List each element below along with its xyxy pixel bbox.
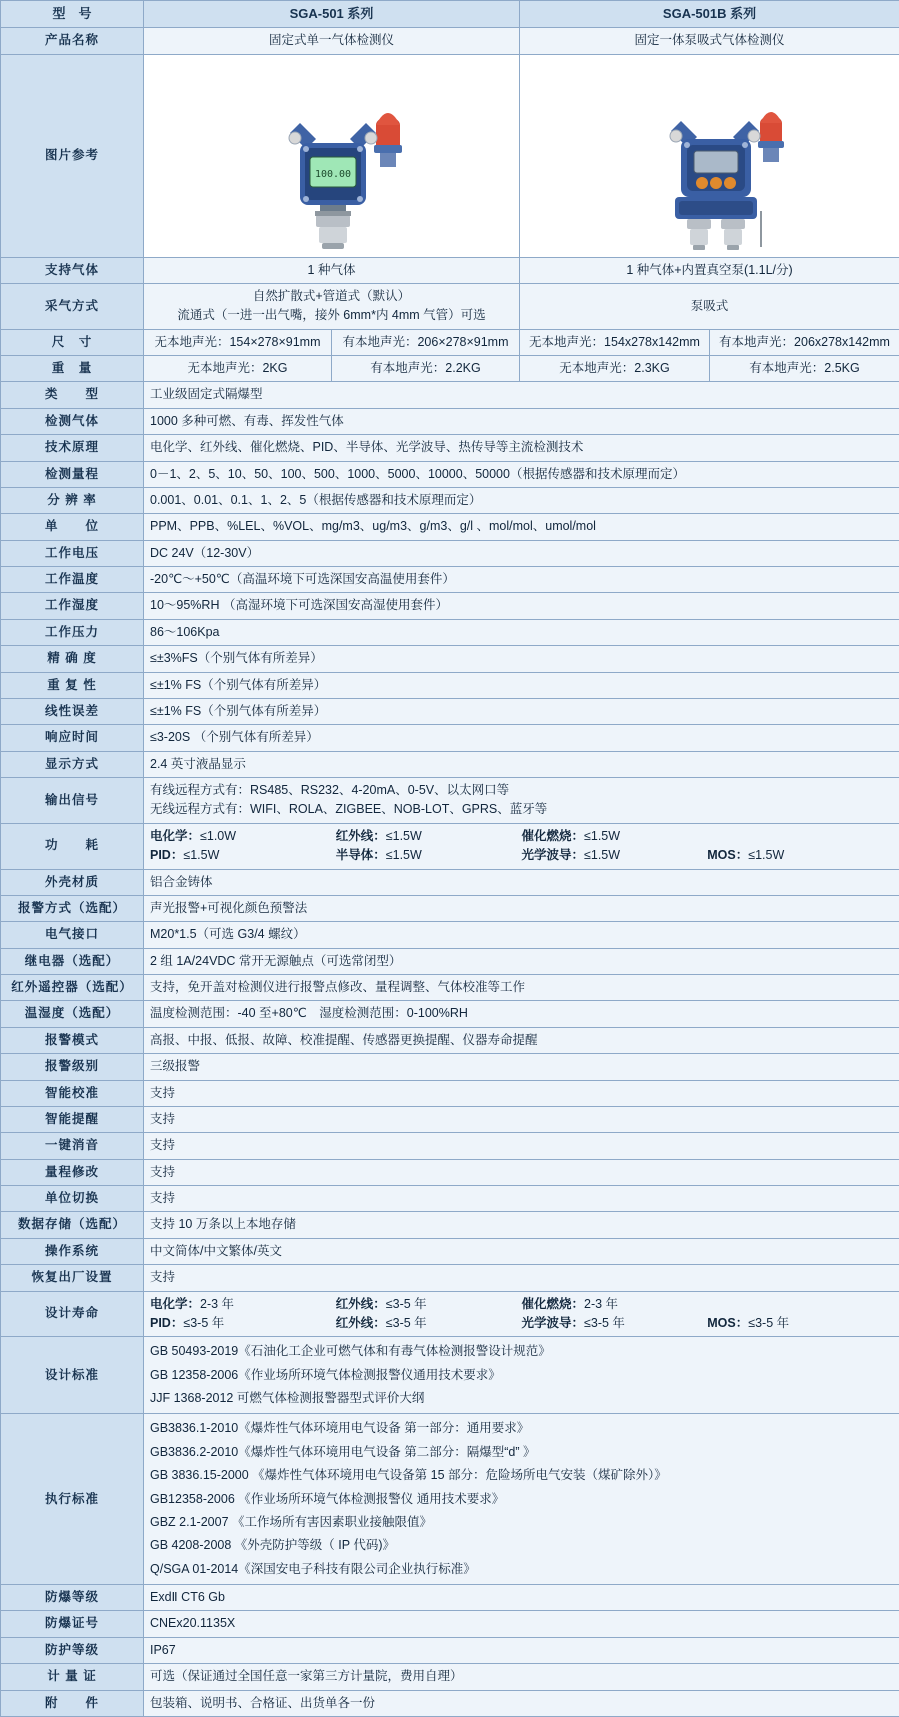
gas-detector-illustration-a bbox=[202, 61, 462, 251]
life-line-1 bbox=[150, 1295, 893, 1314]
life-key-7: MOS： bbox=[707, 1316, 748, 1330]
exec-std-item-5: GB 4208-2008 《外壳防护等级（ IP 代码)》 bbox=[150, 1534, 893, 1557]
value-temp-humidity-option: 温度检测范围：-40 至+80℃ 湿度检测范围：0-100%RH bbox=[144, 1001, 899, 1027]
row-electric-port bbox=[1, 922, 899, 948]
power-val-0: ≤1.0W bbox=[200, 829, 236, 843]
value-ir-remote: 支持，免开盖对检测仪进行报警点修改、量程调整、气体校准等工作 bbox=[144, 975, 899, 1001]
label-temp-humidity-option: 温湿度（选配） bbox=[1, 1001, 144, 1027]
row-factory-reset bbox=[1, 1265, 899, 1291]
life-key-4: PID： bbox=[150, 1316, 183, 1330]
row-image-reference bbox=[1, 54, 899, 257]
value-alarm-way: 声光报警+可视化颜色预警法 bbox=[144, 895, 899, 921]
life-key-1: 红外线： bbox=[336, 1297, 386, 1311]
value-size-b1: 无本地声光：154x278x142mm bbox=[520, 329, 710, 355]
value-work-humidity: 10～95%RH （高湿环境下可选深国安高湿使用套件） bbox=[144, 593, 899, 619]
product-image-sga501b bbox=[520, 54, 899, 257]
value-sampling-b: 泵吸式 bbox=[520, 283, 899, 329]
product-image-sga501 bbox=[144, 54, 520, 257]
row-response-time bbox=[1, 725, 899, 751]
value-work-pressure: 86～106Kpa bbox=[144, 619, 899, 645]
power-val-4: ≤1.5W bbox=[183, 848, 219, 862]
label-output-signal: 输出信号 bbox=[1, 778, 144, 824]
power-val-5: ≤1.5W bbox=[386, 848, 422, 862]
power-item-2 bbox=[522, 827, 708, 846]
row-voltage bbox=[1, 540, 899, 566]
value-relay: 2 组 1A/24VDC 常开无源触点（可选常闭型） bbox=[144, 948, 899, 974]
label-product-name: 产品名称 bbox=[1, 28, 144, 54]
life-item-1 bbox=[336, 1295, 522, 1314]
value-factory-reset: 支持 bbox=[144, 1265, 899, 1291]
row-alarm-level bbox=[1, 1054, 899, 1080]
power-item-6 bbox=[522, 846, 708, 865]
label-ip-level: 防护等级 bbox=[1, 1637, 144, 1663]
row-alarm-mode bbox=[1, 1027, 899, 1053]
life-item-2 bbox=[522, 1295, 708, 1314]
power-val-7: ≤1.5W bbox=[748, 848, 784, 862]
life-key-2: 催化燃烧： bbox=[522, 1297, 585, 1311]
row-temp-humidity-option bbox=[1, 1001, 899, 1027]
label-alarm-mode: 报警模式 bbox=[1, 1027, 144, 1053]
row-power bbox=[1, 823, 899, 869]
power-item-0 bbox=[150, 827, 336, 846]
life-key-5: 红外线： bbox=[336, 1316, 386, 1330]
row-product-name bbox=[1, 28, 899, 54]
table-header-row bbox=[1, 1, 899, 28]
life-item-3 bbox=[707, 1295, 893, 1314]
power-val-1: ≤1.5W bbox=[386, 829, 422, 843]
value-product-name-b: 固定一体泵吸式气体检测仪 bbox=[520, 28, 899, 54]
power-val-6: ≤1.5W bbox=[584, 848, 620, 862]
value-detect-gas: 1000 多种可燃、有毒、挥发性气体 bbox=[144, 408, 899, 434]
label-power: 功 耗 bbox=[1, 823, 144, 869]
row-metrology-cert bbox=[1, 1664, 899, 1690]
label-data-storage: 数据存储（选配） bbox=[1, 1212, 144, 1238]
label-voltage: 工作电压 bbox=[1, 540, 144, 566]
row-type bbox=[1, 382, 899, 408]
power-key-2: 催化燃烧： bbox=[522, 829, 585, 843]
label-accessory: 附 件 bbox=[1, 1690, 144, 1716]
design-std-item-0: GB 50493-2019《石油化工企业可燃气体和有毒气体检测报警设计规范》 bbox=[150, 1340, 893, 1363]
row-ip-level bbox=[1, 1637, 899, 1663]
value-range-edit: 支持 bbox=[144, 1159, 899, 1185]
exec-std-item-4: GBZ 2.1-2007 《工作场所有害因素职业接触限值》 bbox=[150, 1511, 893, 1534]
label-design-life: 设计寿命 bbox=[1, 1291, 144, 1337]
row-detect-gas bbox=[1, 408, 899, 434]
row-ex-certificate bbox=[1, 1611, 899, 1637]
power-key-0: 电化学： bbox=[150, 829, 200, 843]
life-val-6: ≤3-5 年 bbox=[584, 1316, 625, 1330]
exec-std-item-1: GB3836.2-2010《爆炸性气体环境用电气设备 第二部分：隔爆型“d” 》 bbox=[150, 1441, 893, 1464]
header-model-sga501: SGA-501 系列 bbox=[144, 1, 520, 28]
label-unit-switch: 单位切换 bbox=[1, 1186, 144, 1212]
label-smart-calibration: 智能校准 bbox=[1, 1080, 144, 1106]
value-one-key-mute: 支持 bbox=[144, 1133, 899, 1159]
row-size bbox=[1, 329, 899, 355]
label-ex-level: 防爆等级 bbox=[1, 1585, 144, 1611]
label-display: 显示方式 bbox=[1, 751, 144, 777]
row-shell-material bbox=[1, 869, 899, 895]
label-shell-material: 外壳材质 bbox=[1, 869, 144, 895]
label-smart-reminder: 智能提醒 bbox=[1, 1106, 144, 1132]
value-resolution: 0.001、0.01、0.1、1、2、5（根据传感器和技术原理而定） bbox=[144, 487, 899, 513]
design-std-item-1: GB 12358-2006《作业场所环境气体检测报警仪通用技术要求》 bbox=[150, 1364, 893, 1387]
label-type: 类 型 bbox=[1, 382, 144, 408]
svg-text:100.00: 100.00 bbox=[314, 169, 350, 180]
power-key-6: 光学波导： bbox=[522, 848, 585, 862]
label-image-reference: 图片参考 bbox=[1, 54, 144, 257]
row-smart-reminder bbox=[1, 1106, 899, 1132]
label-detect-gas: 检测气体 bbox=[1, 408, 144, 434]
value-sampling-a-line2: 流通式（一进一出气嘴，接外 6mm*内 4mm 气管）可选 bbox=[150, 306, 513, 325]
row-design-standard bbox=[1, 1337, 899, 1414]
life-item-5 bbox=[336, 1314, 522, 1333]
value-principle: 电化学、红外线、催化燃烧、PID、半导体、光学波导、热传导等主流检测技术 bbox=[144, 435, 899, 461]
label-metrology-cert: 计 量 证 bbox=[1, 1664, 144, 1690]
power-item-5 bbox=[336, 846, 522, 865]
row-relay bbox=[1, 948, 899, 974]
value-design-standard bbox=[144, 1337, 899, 1414]
row-range-edit bbox=[1, 1159, 899, 1185]
label-ir-remote: 红外遥控器（选配） bbox=[1, 975, 144, 1001]
row-unit-switch bbox=[1, 1186, 899, 1212]
exec-std-item-2: GB 3836.15-2000 《爆炸性气体环境用电气设备第 15 部分：危险场所电气安装（煤矿除外）》 bbox=[150, 1464, 893, 1487]
value-display: 2.4 英寸液晶显示 bbox=[144, 751, 899, 777]
label-repeatability: 重 复 性 bbox=[1, 672, 144, 698]
label-relay: 继电器（选配） bbox=[1, 948, 144, 974]
value-ex-level: ExdⅡ CT6 Gb bbox=[144, 1585, 899, 1611]
life-item-0 bbox=[150, 1295, 336, 1314]
row-resolution bbox=[1, 487, 899, 513]
row-one-key-mute bbox=[1, 1133, 899, 1159]
value-product-name-a: 固定式单一气体检测仪 bbox=[144, 28, 520, 54]
value-support-gas-b: 1 种气体+内置真空泵(1.1L/分) bbox=[520, 257, 899, 283]
row-operating-system bbox=[1, 1238, 899, 1264]
value-size-a2: 有本地声光：206×278×91mm bbox=[332, 329, 520, 355]
life-item-6 bbox=[522, 1314, 708, 1333]
row-output-signal bbox=[1, 778, 899, 824]
value-alarm-level: 三级报警 bbox=[144, 1054, 899, 1080]
life-val-7: ≤3-5 年 bbox=[748, 1316, 789, 1330]
label-exec-standard: 执行标准 bbox=[1, 1414, 144, 1585]
value-type: 工业级固定式隔爆型 bbox=[144, 382, 899, 408]
value-metrology-cert: 可选（保证通过全国任意一家第三方计量院，费用自理） bbox=[144, 1664, 899, 1690]
row-ex-level bbox=[1, 1585, 899, 1611]
value-weight-b2: 有本地声光：2.5KG bbox=[710, 356, 899, 382]
life-key-6: 光学波导： bbox=[522, 1316, 585, 1330]
row-repeatability bbox=[1, 672, 899, 698]
life-key-0: 电化学： bbox=[150, 1297, 200, 1311]
label-sampling-method: 采气方式 bbox=[1, 283, 144, 329]
label-work-pressure: 工作压力 bbox=[1, 619, 144, 645]
life-val-0: 2-3 年 bbox=[200, 1297, 234, 1311]
value-smart-reminder: 支持 bbox=[144, 1106, 899, 1132]
label-work-humidity: 工作湿度 bbox=[1, 593, 144, 619]
value-work-temp: -20℃～+50℃（高温环境下可选深国安高温使用套件） bbox=[144, 567, 899, 593]
life-val-4: ≤3-5 年 bbox=[183, 1316, 224, 1330]
value-output-wired: 有线远程方式有：RS485、RS232、4-20mA、0-5V、以太网口等 bbox=[150, 781, 893, 800]
value-weight-a2: 有本地声光：2.2KG bbox=[332, 356, 520, 382]
label-size: 尺 寸 bbox=[1, 329, 144, 355]
row-work-temp bbox=[1, 567, 899, 593]
value-size-a1: 无本地声光：154×278×91mm bbox=[144, 329, 332, 355]
design-std-item-2: JJF 1368-2012 可燃气体检测报警器型式评价大纲 bbox=[150, 1387, 893, 1410]
exec-std-item-0: GB3836.1-2010《爆炸性气体环境用电气设备 第一部分：通用要求》 bbox=[150, 1417, 893, 1440]
value-data-storage: 支持 10 万条以上本地存储 bbox=[144, 1212, 899, 1238]
power-item-1 bbox=[336, 827, 522, 846]
value-unit: PPM、PPB、%LEL、%VOL、mg/m3、ug/m3、g/m3、g/l 、mol/mol、umol/mol bbox=[144, 514, 899, 540]
header-model-label: 型 号 bbox=[1, 1, 144, 28]
value-exec-standard bbox=[144, 1414, 899, 1585]
row-weight bbox=[1, 356, 899, 382]
label-range: 检测量程 bbox=[1, 461, 144, 487]
value-unit-switch: 支持 bbox=[144, 1186, 899, 1212]
label-accuracy: 精 确 度 bbox=[1, 646, 144, 672]
label-one-key-mute: 一键消音 bbox=[1, 1133, 144, 1159]
row-work-humidity bbox=[1, 593, 899, 619]
value-shell-material: 铝合金铸体 bbox=[144, 869, 899, 895]
label-linear-error: 线性误差 bbox=[1, 698, 144, 724]
power-item-7 bbox=[707, 846, 893, 865]
label-unit: 单 位 bbox=[1, 514, 144, 540]
value-weight-a1: 无本地声光：2KG bbox=[144, 356, 332, 382]
value-size-b2: 有本地声光：206x278x142mm bbox=[710, 329, 899, 355]
label-operating-system: 操作系统 bbox=[1, 1238, 144, 1264]
label-alarm-way: 报警方式（选配） bbox=[1, 895, 144, 921]
label-design-standard: 设计标准 bbox=[1, 1337, 144, 1414]
label-range-edit: 量程修改 bbox=[1, 1159, 144, 1185]
row-work-pressure bbox=[1, 619, 899, 645]
power-key-5: 半导体： bbox=[336, 848, 386, 862]
value-repeatability: ≤±1% FS（个别气体有所差异） bbox=[144, 672, 899, 698]
value-weight-b1: 无本地声光：2.3KG bbox=[520, 356, 710, 382]
label-principle: 技术原理 bbox=[1, 435, 144, 461]
power-line-2 bbox=[150, 846, 893, 865]
label-weight: 重 量 bbox=[1, 356, 144, 382]
value-output-signal bbox=[144, 778, 899, 824]
label-support-gas: 支持气体 bbox=[1, 257, 144, 283]
row-exec-standard bbox=[1, 1414, 899, 1585]
value-response-time: ≤3-20S （个别气体有所差异） bbox=[144, 725, 899, 751]
row-display bbox=[1, 751, 899, 777]
label-electric-port: 电气接口 bbox=[1, 922, 144, 948]
value-power bbox=[144, 823, 899, 869]
row-smart-calibration bbox=[1, 1080, 899, 1106]
row-ir-remote bbox=[1, 975, 899, 1001]
value-voltage: DC 24V（12-30V） bbox=[144, 540, 899, 566]
life-item-4 bbox=[150, 1314, 336, 1333]
row-accessory bbox=[1, 1690, 899, 1716]
value-linear-error: ≤±1% FS（个别气体有所差异） bbox=[144, 698, 899, 724]
label-factory-reset: 恢复出厂设置 bbox=[1, 1265, 144, 1291]
row-principle bbox=[1, 435, 899, 461]
row-linear-error bbox=[1, 698, 899, 724]
label-work-temp: 工作温度 bbox=[1, 567, 144, 593]
exec-std-item-6: Q/SGA 01-2014《深国安电子科技有限公司企业执行标准》 bbox=[150, 1558, 893, 1581]
value-ip-level: IP67 bbox=[144, 1637, 899, 1663]
row-data-storage bbox=[1, 1212, 899, 1238]
value-output-wireless: 无线远程方式有：WIFI、ROLA、ZIGBEE、NOB-LOT、GPRS、蓝牙等 bbox=[150, 800, 893, 819]
label-ex-certificate: 防爆证号 bbox=[1, 1611, 144, 1637]
value-design-life bbox=[144, 1291, 899, 1337]
row-design-life bbox=[1, 1291, 899, 1337]
label-response-time: 响应时间 bbox=[1, 725, 144, 751]
row-alarm-way bbox=[1, 895, 899, 921]
row-support-gas bbox=[1, 257, 899, 283]
power-item-4 bbox=[150, 846, 336, 865]
power-key-1: 红外线： bbox=[336, 829, 386, 843]
value-sampling-a-line1: 自然扩散式+管道式（默认） bbox=[150, 287, 513, 306]
value-ex-certificate: CNEx20.1135X bbox=[144, 1611, 899, 1637]
value-operating-system: 中文简体/中文繁体/英文 bbox=[144, 1238, 899, 1264]
value-electric-port: M20*1.5（可选 G3/4 螺纹） bbox=[144, 922, 899, 948]
value-alarm-mode: 高报、中报、低报、故障、校准提醒、传感器更换提醒、仪器寿命提醒 bbox=[144, 1027, 899, 1053]
power-item-3 bbox=[707, 827, 893, 846]
life-val-1: ≤3-5 年 bbox=[386, 1297, 427, 1311]
label-alarm-level: 报警级别 bbox=[1, 1054, 144, 1080]
value-accessory: 包装箱、说明书、合格证、出货单各一份 bbox=[144, 1690, 899, 1716]
value-smart-calibration: 支持 bbox=[144, 1080, 899, 1106]
life-line-2 bbox=[150, 1314, 893, 1333]
life-item-7 bbox=[707, 1314, 893, 1333]
gas-detector-illustration-b bbox=[575, 61, 845, 251]
life-val-5: ≤3-5 年 bbox=[386, 1316, 427, 1330]
power-key-7: MOS： bbox=[707, 848, 748, 862]
power-line-1 bbox=[150, 827, 893, 846]
value-range: 0－1、2、5、10、50、100、500、1000、5000、10000、50000（根据传感器和技术原理而定） bbox=[144, 461, 899, 487]
row-sampling-method bbox=[1, 283, 899, 329]
row-accuracy bbox=[1, 646, 899, 672]
row-range bbox=[1, 461, 899, 487]
value-sampling-a bbox=[144, 283, 520, 329]
life-val-2: 2-3 年 bbox=[584, 1297, 618, 1311]
header-model-sga501b: SGA-501B 系列 bbox=[520, 1, 899, 28]
power-val-2: ≤1.5W bbox=[584, 829, 620, 843]
power-key-4: PID： bbox=[150, 848, 183, 862]
value-accuracy: ≤±3%FS（个别气体有所差异） bbox=[144, 646, 899, 672]
row-unit bbox=[1, 514, 899, 540]
value-support-gas-a: 1 种气体 bbox=[144, 257, 520, 283]
exec-std-item-3: GB12358-2006 《作业场所环境气体检测报警仪 通用技术要求》 bbox=[150, 1488, 893, 1511]
label-resolution: 分 辨 率 bbox=[1, 487, 144, 513]
